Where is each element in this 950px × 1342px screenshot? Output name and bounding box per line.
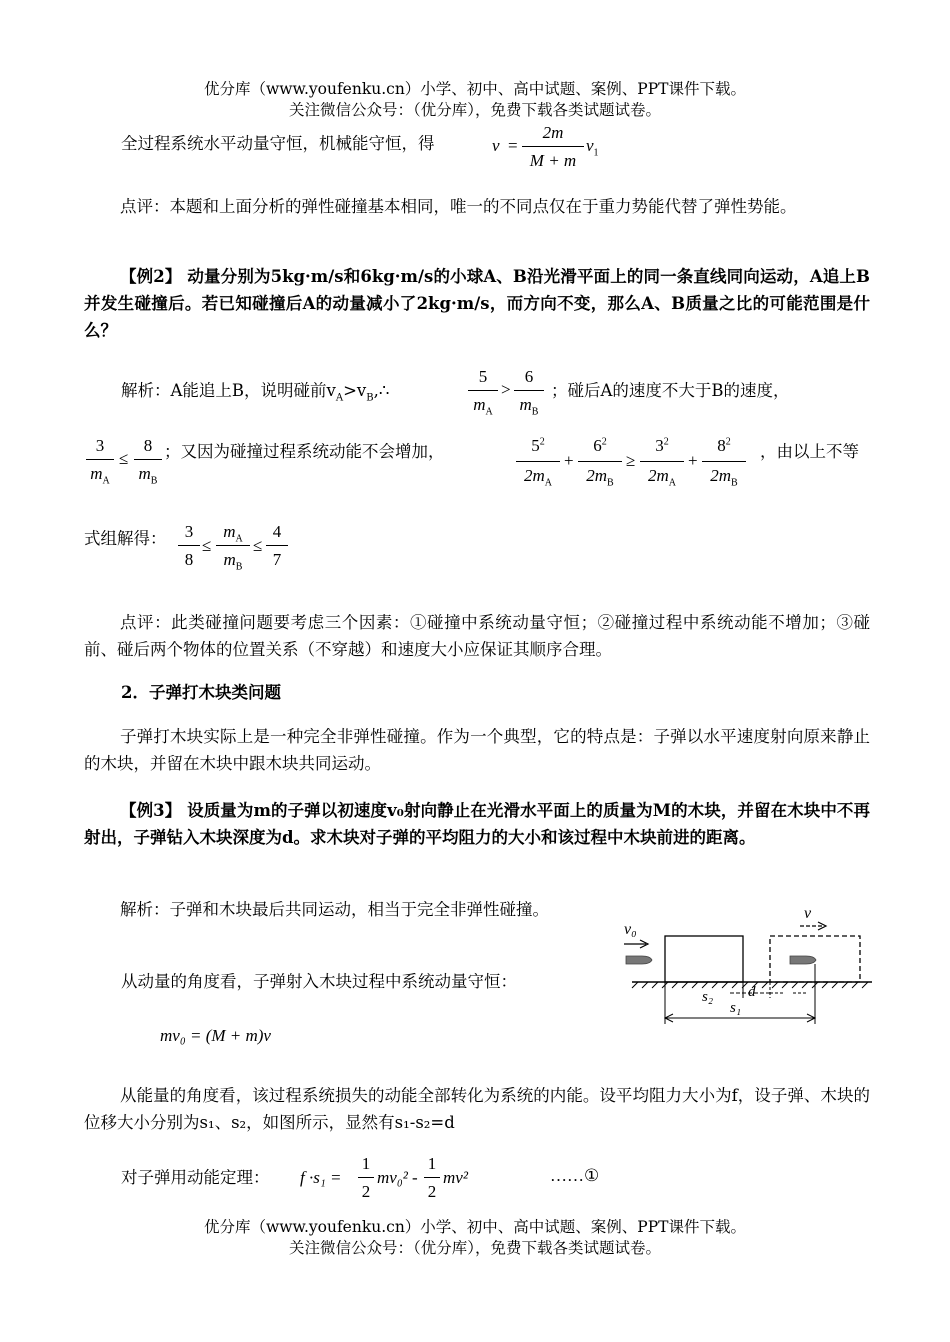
f2-bar (514, 390, 544, 391)
e1-den: $2m_A$ (523, 466, 552, 489)
bullet-block-intro: 子弹打木块实际上是一种完全非弹性碰撞。作为一个典型，它的特点是：子弹以水平速度射向原来静止的木块，并留在木块中跟木块共同运动。 (84, 727, 870, 773)
r1-den: 8 (184, 550, 194, 569)
block-initial (665, 936, 743, 982)
eq2-t2: mv² (443, 1168, 468, 1187)
eq2-bar2 (424, 1177, 440, 1178)
comment-2: 点评：此类碰撞问题要考虑三个因素：①碰撞中系统动量守恒；②碰撞过程中系统动能不增加；③碰前、碰后两个物体的位置关系（不穿越）和速度大小应保证其顺序合理。 (84, 613, 870, 659)
e3-den: $2m_A$ (647, 466, 676, 489)
r-le2: ≤ (253, 536, 263, 555)
eq2-d1: 2 (361, 1182, 371, 1201)
v-label: v (804, 905, 812, 922)
eq2-bar1 (358, 1177, 374, 1178)
r2-num: $m_A$ (223, 522, 243, 545)
sol3-p4: 对子弹用动能定理： (121, 1168, 270, 1187)
r1-bar (178, 545, 200, 546)
e-plus1: + (564, 451, 574, 470)
f3-bar (86, 459, 114, 460)
sol3-p2: 从动量的角度看，子弹射入木块过程中系统动量守恒： (121, 972, 517, 991)
e2-bar (578, 461, 622, 462)
p1-text: 全过程系统水平动量守恒，机械能守恒，得 (121, 134, 435, 153)
r-le1: ≤ (202, 536, 212, 555)
p1-den: M + m (529, 151, 577, 170)
footer-line1: 优分库（www.youfenku.cn）小学、初中、高中试题、案例、PPT课件下载。 (203, 1218, 747, 1236)
p1-lhs: v (492, 136, 500, 155)
sol2-d: ，由以上不等 (760, 442, 859, 461)
f1-den: $m_A$ (473, 395, 493, 418)
e4-num: $8^2$ (717, 436, 731, 455)
header-line1: 优分库（www.youfenku.cn）小学、初中、高中试题、案例、PPT课件下载。 (203, 80, 747, 98)
f3-den: $m_A$ (90, 464, 110, 487)
e4-den: $2m_B$ (710, 466, 738, 489)
f4-bar (134, 459, 162, 460)
s1-label: s₁ (730, 1000, 742, 1016)
bullet-final (790, 956, 816, 964)
bullet-block-figure (610, 900, 880, 1030)
f2-den: $m_B$ (519, 395, 539, 418)
sol3-eq1: mv₀ = (M + m)v (160, 1026, 271, 1045)
e-ge: ≥ (626, 451, 636, 470)
f3-op: ≤ (119, 449, 129, 468)
r2-den: $m_B$ (223, 550, 243, 573)
p1-bar (522, 146, 584, 147)
eq2-tag: ……① (550, 1166, 600, 1185)
eq2-lhs: f ·s₁ = (300, 1168, 342, 1187)
f1-num: 5 (478, 367, 488, 386)
f1-op: > (501, 380, 511, 399)
r2-bar (216, 545, 250, 546)
f3-num: 3 (95, 436, 105, 455)
r3-bar (266, 545, 288, 546)
v0-label: v₀ (624, 921, 637, 938)
p1-num: 2m (542, 123, 564, 142)
e3-bar (640, 461, 684, 462)
bullet-initial (626, 956, 652, 964)
p1-tail: $v_1$ (586, 136, 599, 159)
example-2: 【例2】 动量分别为5kg·m/s和6kg·m/s的小球A、B沿光滑平面上的同一条直线同向运动，A追上B并发生碰撞后。若已知碰撞后A的动量减小了2kg·m/s，而方向不变，那么A、B质量之比的可能范围是什么？ (84, 267, 870, 340)
sol3-p3: 从能量的角度看，该过程系统损失的动能全部转化为系统的内能。设平均阻力大小为f，设子弹、木块的位移大小分别为s₁、s₂，如图所示，显然有s₁-s₂=d (84, 1086, 870, 1132)
e1-bar (516, 461, 560, 462)
f4-den: $m_B$ (138, 464, 158, 487)
p1-eq: = (508, 136, 518, 155)
r3-num: 4 (272, 522, 282, 541)
f4-num: 8 (143, 436, 153, 455)
comment-1: 点评：本题和上面分析的弹性碰撞基本相同，唯一的不同点仅在于重力势能代替了弹性势能。 (120, 197, 797, 216)
eq2-minus: - (412, 1168, 418, 1187)
f1-bar (468, 390, 498, 391)
e2-den: $2m_B$ (586, 466, 614, 489)
sol2-a: 解析：A能追上B，说明碰前$v_A>v_B,\therefore$ (121, 381, 390, 404)
eq2-t1: mv₀² (377, 1168, 408, 1187)
s2-label: s₂ (702, 989, 714, 1005)
f2-num: 6 (524, 367, 534, 386)
e2-num: $6^2$ (593, 436, 607, 455)
footer-line2: 关注微信公众号：（优分库），免费下载各类试题试卷。 (288, 1239, 661, 1257)
eq2-d2: 2 (427, 1182, 437, 1201)
d-label: d (748, 984, 756, 1000)
section-heading: 2．子弹打木块类问题 (121, 683, 281, 702)
eq2-h2: 1 (427, 1154, 437, 1173)
e3-num: $3^2$ (655, 436, 669, 455)
example-3: 【例3】 设质量为m的子弹以初速度v₀射向静止在光滑水平面上的质量为M的木块，并留在木块中不再射出，子弹钻入木块深度为d。求木块对子弹的平均阻力的大小和该过程中木块前进的距离。 (84, 801, 870, 847)
e4-bar (702, 461, 746, 462)
r3-den: 7 (272, 550, 282, 569)
eq2-h1: 1 (361, 1154, 371, 1173)
r1-num: 3 (184, 522, 194, 541)
sol2-b: ；碰后A的速度不大于B的速度， (551, 381, 790, 400)
sol2-e: 式组解得： (84, 529, 167, 548)
sol2-c: ；又因为碰撞过程系统动能不会增加， (164, 442, 445, 461)
e-plus2: + (688, 451, 698, 470)
e1-num: $5^2$ (531, 436, 545, 455)
sol3-p1: 解析：子弹和木块最后共同运动，相当于完全非弹性碰撞。 (120, 900, 549, 919)
header-line2: 关注微信公众号：（优分库），免费下载各类试题试卷。 (288, 101, 661, 119)
